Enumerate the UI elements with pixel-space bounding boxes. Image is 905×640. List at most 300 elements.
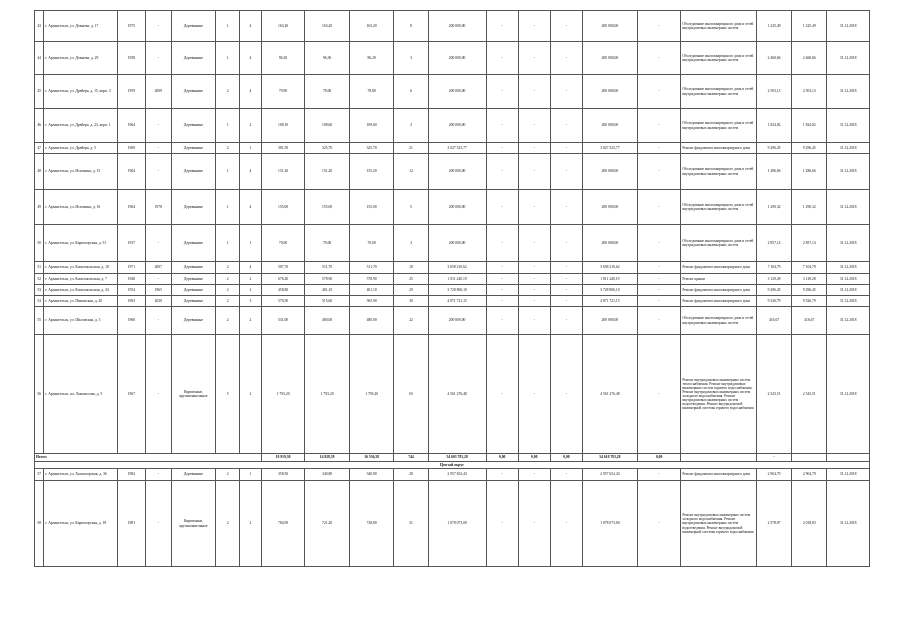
table-row bbox=[35, 262, 870, 274]
deadline-cell: 31.12.2018 bbox=[827, 154, 870, 190]
max-unit-cost-cell: 1 286,66 bbox=[792, 154, 827, 190]
num-cell: 52 bbox=[35, 274, 44, 285]
living-area-cell: 480,00 bbox=[349, 307, 394, 335]
total-empty-3 bbox=[827, 454, 870, 462]
funding-owners-cell: 3 728 806,10 bbox=[582, 285, 637, 296]
living-area-cell: 340,80 bbox=[349, 469, 394, 481]
residents-cell: 3 bbox=[394, 42, 428, 75]
funding-owners-cell: 3 027 523,77 bbox=[582, 143, 637, 154]
wall-material-cell: Деревянные bbox=[171, 469, 216, 481]
living-area-cell: 163,20 bbox=[349, 11, 394, 42]
address-cell: г. Архангельск, ул. Дрейера, д. 5 bbox=[44, 143, 118, 154]
total-area: 19 919,30 bbox=[261, 454, 305, 462]
year-built-cell: 1958 bbox=[117, 42, 145, 75]
max-unit-cost-cell: 2 018,83 bbox=[792, 481, 827, 567]
funding-local-cell: - bbox=[550, 75, 582, 109]
table-body-district bbox=[35, 462, 870, 567]
entrances-cell: 4 bbox=[240, 262, 262, 274]
total-area-cell: 1 793,20 bbox=[261, 335, 305, 454]
floors-cell: 2 bbox=[216, 274, 240, 285]
deadline-cell: 31.12.2018 bbox=[827, 307, 870, 335]
residents-cell: 6 bbox=[394, 75, 428, 109]
deadline-cell: 31.12.2018 bbox=[827, 262, 870, 274]
max-unit-cost-cell: 416,67 bbox=[792, 307, 827, 335]
work-type-cell: Обследование многоквартирного дома и сетей внутридомовых инженерных систем bbox=[681, 190, 757, 225]
living-area-cell: 78,80 bbox=[349, 75, 394, 109]
table-row bbox=[35, 481, 870, 567]
total-residential-area: 14 928,39 bbox=[305, 454, 350, 462]
work-type-cell: Ремонт фундамента многоквартирного дома bbox=[681, 262, 757, 274]
floors-cell: 1 bbox=[216, 109, 240, 143]
residents-cell: 18 bbox=[394, 262, 428, 274]
funding-fund-cell: - bbox=[486, 154, 518, 190]
year-built-cell: 1963 bbox=[117, 296, 145, 307]
floors-cell: 2 bbox=[216, 75, 240, 109]
residents-cell: 21 bbox=[394, 143, 428, 154]
table-row bbox=[35, 75, 870, 109]
floors-cell: 1 bbox=[216, 225, 240, 262]
funding-other-cell: - bbox=[637, 335, 681, 454]
total-cost: 54 603 783,28 bbox=[428, 454, 486, 462]
address-cell: г. Архангельск, ул. Пинежская, д. 20 bbox=[44, 296, 118, 307]
year-built-cell: 1940 bbox=[117, 274, 145, 285]
total-area-cell: 676,20 bbox=[261, 274, 305, 285]
wall-material-cell: Деревянные bbox=[171, 285, 216, 296]
funding-local-cell: - bbox=[550, 262, 582, 274]
address-cell: г. Архангельск, ул. Карпогорская, д. 18 bbox=[44, 481, 118, 567]
address-cell: г. Архангельск, ул. Дежнева, д. 29 bbox=[44, 42, 118, 75]
table-row bbox=[35, 307, 870, 335]
living-area-cell: 565,90 bbox=[349, 296, 394, 307]
address-cell: г. Архангельск, ул. Истомина, д. 16 bbox=[44, 190, 118, 225]
funding-owners-cell: 200 000,00 bbox=[582, 190, 637, 225]
funding-other-cell: - bbox=[637, 109, 681, 143]
living-area-cell: 325,70 bbox=[349, 143, 394, 154]
total-cost-cell: 200 000,00 bbox=[428, 109, 486, 143]
entrances-cell: 2 bbox=[240, 109, 262, 143]
max-unit-cost-cell: 1 824,82 bbox=[792, 109, 827, 143]
funding-other-cell: - bbox=[637, 296, 681, 307]
total-cost-cell: 3 658 210,62 bbox=[428, 262, 486, 274]
district-header-row bbox=[35, 462, 870, 469]
year-reconstruction-cell: - bbox=[145, 481, 171, 567]
funding-regional-cell: - bbox=[518, 285, 550, 296]
funding-other-cell: - bbox=[637, 225, 681, 262]
unit-cost-cell: 416,67 bbox=[756, 307, 791, 335]
year-built-cell: 1971 bbox=[117, 262, 145, 274]
unit-cost-cell: 1 225,49 bbox=[756, 11, 791, 42]
funding-fund-cell: - bbox=[486, 285, 518, 296]
funding-local-cell: - bbox=[550, 296, 582, 307]
funding-other-cell: - bbox=[637, 11, 681, 42]
num-cell: 54 bbox=[35, 296, 44, 307]
living-area-cell: 70,00 bbox=[349, 225, 394, 262]
total-funding-owners: 54 610 783,28 bbox=[582, 454, 637, 462]
total-cost-cell: 200 000,00 bbox=[428, 154, 486, 190]
residents-cell: 5 bbox=[394, 190, 428, 225]
num-cell: 44 bbox=[35, 42, 44, 75]
floors-cell: 2 bbox=[216, 469, 240, 481]
funding-owners-cell: 200 000,00 bbox=[582, 307, 637, 335]
total-unit-cost: - bbox=[756, 454, 791, 462]
total-cost-cell: 200 000,00 bbox=[428, 11, 486, 42]
funding-fund-cell: - bbox=[486, 307, 518, 335]
funding-fund-cell: - bbox=[486, 469, 518, 481]
max-unit-cost-cell: 9 296,45 bbox=[792, 143, 827, 154]
floors-cell: 1 bbox=[216, 42, 240, 75]
wall-material-cell: Деревянные bbox=[171, 11, 216, 42]
funding-regional-cell: - bbox=[518, 11, 550, 42]
residential-area-cell: 96,30 bbox=[305, 42, 350, 75]
total-cost-cell: 2 957 652,43 bbox=[428, 469, 486, 481]
residents-cell: 22 bbox=[394, 307, 428, 335]
year-reconstruction-cell: - bbox=[145, 42, 171, 75]
unit-cost-cell: 2 578,87 bbox=[756, 481, 791, 567]
year-reconstruction-cell: 2009 bbox=[145, 75, 171, 109]
total-label: Итого: bbox=[35, 454, 262, 462]
funding-fund-cell: - bbox=[486, 296, 518, 307]
entrances-cell: 3 bbox=[240, 296, 262, 307]
living-area-cell: 728,80 bbox=[349, 481, 394, 567]
table-row bbox=[35, 274, 870, 285]
num-cell: 50 bbox=[35, 225, 44, 262]
residents-cell: 25 bbox=[394, 274, 428, 285]
address-cell: г. Архангельск, ул. Комсомольская, д. 7 bbox=[44, 274, 118, 285]
funding-fund-cell: - bbox=[486, 225, 518, 262]
deadline-cell: 31.12.2018 bbox=[827, 109, 870, 143]
address-cell: г. Архангельск, ул. Истомина, д. 15 bbox=[44, 154, 118, 190]
living-area-cell: 1 793,20 bbox=[349, 335, 394, 454]
funding-owners-cell: 1 078 073,00 bbox=[582, 481, 637, 567]
num-cell: 55 bbox=[35, 307, 44, 335]
entrances-cell: 4 bbox=[240, 11, 262, 42]
max-unit-cost-cell: 2 857,14 bbox=[792, 225, 827, 262]
unit-cost-cell: 2 543,51 bbox=[756, 335, 791, 454]
funding-owners-cell: 200 000,00 bbox=[582, 109, 637, 143]
funding-other-cell: - bbox=[637, 307, 681, 335]
funding-other-cell: - bbox=[637, 75, 681, 109]
wall-material-cell: Деревянные bbox=[171, 109, 216, 143]
year-reconstruction-cell: - bbox=[145, 274, 171, 285]
funding-fund-cell: - bbox=[486, 11, 518, 42]
funding-regional-cell: - bbox=[518, 225, 550, 262]
total-row bbox=[35, 454, 870, 462]
wall-material-cell: Деревянные bbox=[171, 143, 216, 154]
entrances-cell: 1 bbox=[240, 143, 262, 154]
unit-cost-cell: 2 904,79 bbox=[756, 469, 791, 481]
funding-owners-cell: 4 871 721,15 bbox=[582, 296, 637, 307]
total-area-cell: 96,30 bbox=[261, 42, 305, 75]
unit-cost-cell: 2 460,66 bbox=[756, 42, 791, 75]
floors-cell: 2 bbox=[216, 307, 240, 335]
total-area-cell: 579,50 bbox=[261, 296, 305, 307]
address-cell: г. Архангельск, ул. Шкловская, д. 3 bbox=[44, 307, 118, 335]
residential-area-cell: 325,70 bbox=[305, 143, 350, 154]
living-area-cell: 155,20 bbox=[349, 154, 394, 190]
unit-cost-cell: 2 503,13 bbox=[756, 75, 791, 109]
max-unit-cost-cell: 1 225,49 bbox=[792, 11, 827, 42]
deadline-cell: 31.12.2018 bbox=[827, 274, 870, 285]
funding-fund-cell: - bbox=[486, 75, 518, 109]
total-funding-other: 0,00 bbox=[637, 454, 681, 462]
table-row bbox=[35, 335, 870, 454]
residential-area-cell: 340,80 bbox=[305, 469, 350, 481]
year-built-cell: 1964 bbox=[117, 154, 145, 190]
unit-cost-cell: 9 296,45 bbox=[756, 143, 791, 154]
funding-fund-cell: - bbox=[486, 143, 518, 154]
entrances-cell: 2 bbox=[240, 335, 262, 454]
entrances-cell: 4 bbox=[240, 190, 262, 225]
work-type-cell: Обследование многоквартирного дома и сетей внутридомовых инженерных систем bbox=[681, 75, 757, 109]
total-living-area: 16 536,58 bbox=[349, 454, 394, 462]
funding-owners-cell: 200 000,00 bbox=[582, 154, 637, 190]
year-built-cell: 1981 bbox=[117, 481, 145, 567]
total-area-cell: 163,20 bbox=[261, 11, 305, 42]
wall-material-cell: Деревянные bbox=[171, 262, 216, 274]
funding-local-cell: - bbox=[550, 225, 582, 262]
funding-owners-cell: 200 000,00 bbox=[582, 225, 637, 262]
funding-regional-cell: - bbox=[518, 481, 550, 567]
floors-cell: 5 bbox=[216, 335, 240, 454]
num-cell: 49 bbox=[35, 190, 44, 225]
unit-cost-cell: 3 129,28 bbox=[756, 274, 791, 285]
entrances-cell: 2 bbox=[240, 274, 262, 285]
funding-other-cell: - bbox=[637, 274, 681, 285]
year-built-cell: 1964 bbox=[117, 109, 145, 143]
total-work-empty bbox=[681, 454, 757, 462]
funding-other-cell: - bbox=[637, 143, 681, 154]
register-sheet bbox=[34, 10, 870, 567]
address-cell: г. Архангельск, пл. Ломоносова, д. 5 bbox=[44, 335, 118, 454]
total-area-cell: 531,00 bbox=[261, 307, 305, 335]
funding-other-cell: - bbox=[637, 42, 681, 75]
num-cell: 56 bbox=[35, 335, 44, 454]
residents-cell: 31 bbox=[394, 481, 428, 567]
address-cell: г. Архангельск, ул. Дрейера, д. 23, корп. 1 bbox=[44, 109, 118, 143]
wall-material-cell: Кирпичные, крупнопанельные bbox=[171, 481, 216, 567]
max-unit-cost-cell: 3 129,28 bbox=[792, 274, 827, 285]
table-body-main bbox=[35, 11, 870, 462]
max-unit-cost-cell: 2 543,51 bbox=[792, 335, 827, 454]
total-cost-cell: 200 000,00 bbox=[428, 225, 486, 262]
unit-cost-cell: 2 857,14 bbox=[756, 225, 791, 262]
funding-other-cell: - bbox=[637, 190, 681, 225]
year-reconstruction-cell: 1965 bbox=[145, 285, 171, 296]
floors-cell: 2 bbox=[216, 143, 240, 154]
funding-regional-cell: - bbox=[518, 75, 550, 109]
deadline-cell: 31.12.2018 bbox=[827, 42, 870, 75]
funding-local-cell: - bbox=[550, 335, 582, 454]
funding-owners-cell: 2 957 652,43 bbox=[582, 469, 637, 481]
unit-cost-cell: 7 104,79 bbox=[756, 262, 791, 274]
funding-owners-cell: 3 658 210,62 bbox=[582, 262, 637, 274]
funding-local-cell: - bbox=[550, 469, 582, 481]
entrances-cell: 4 bbox=[240, 75, 262, 109]
year-reconstruction-cell: - bbox=[145, 11, 171, 42]
funding-local-cell: - bbox=[550, 481, 582, 567]
residents-cell: 29 bbox=[394, 285, 428, 296]
funding-other-cell: - bbox=[637, 481, 681, 567]
residential-area-cell: 721,20 bbox=[305, 481, 350, 567]
deadline-cell: 31.12.2018 bbox=[827, 469, 870, 481]
unit-cost-cell: 9 296,45 bbox=[756, 285, 791, 296]
work-type-cell: Ремонт внутридомовых инженерных систем теплоснабжения. Ремонт внутридомовых инженерных систем горячего водоснабжения. Ремонт внутридомовых инженерных систем холодного водоснабжения. Ремонт внутридомовых инженерных систем водоотведения. Ремонт внутридомовой инженерной системы горячего водоснабжения bbox=[681, 335, 757, 454]
num-cell: 58 bbox=[35, 481, 44, 567]
living-area-cell: 86,20 bbox=[349, 42, 394, 75]
deadline-cell: 31.12.2018 bbox=[827, 225, 870, 262]
funding-regional-cell: - bbox=[518, 109, 550, 143]
total-funding-local: 0,00 bbox=[550, 454, 582, 462]
year-reconstruction-cell: 2007 bbox=[145, 262, 171, 274]
total-area-cell: 358,50 bbox=[261, 469, 305, 481]
wall-material-cell: Деревянные bbox=[171, 296, 216, 307]
year-reconstruction-cell: - bbox=[145, 307, 171, 335]
total-cost-cell: 1 811 240,19 bbox=[428, 274, 486, 285]
wall-material-cell: Деревянные bbox=[171, 42, 216, 75]
district-name: Цен-ый округ bbox=[35, 462, 870, 469]
wall-material-cell: Деревянные bbox=[171, 154, 216, 190]
funding-regional-cell: - bbox=[518, 143, 550, 154]
total-cost-cell: 200 000,00 bbox=[428, 307, 486, 335]
num-cell: 46 bbox=[35, 109, 44, 143]
residential-area-cell: 163,20 bbox=[305, 11, 350, 42]
residents-cell: 8 bbox=[394, 11, 428, 42]
num-cell: 43 bbox=[35, 11, 44, 42]
total-funding-regional: 0,00 bbox=[518, 454, 550, 462]
year-built-cell: 1937 bbox=[117, 225, 145, 262]
funding-other-cell: - bbox=[637, 262, 681, 274]
wall-material-cell: Кирпичные, крупнопанельные bbox=[171, 335, 216, 454]
year-built-cell: 1960 bbox=[117, 307, 145, 335]
residential-area-cell: 151,20 bbox=[305, 154, 350, 190]
table-row bbox=[35, 42, 870, 75]
capital-repair-register-table bbox=[34, 10, 870, 567]
residents-cell: 65 bbox=[394, 335, 428, 454]
address-cell: г. Архангельск, ул. Комсомольская, д. 18 bbox=[44, 262, 118, 274]
num-cell: 45 bbox=[35, 75, 44, 109]
funding-fund-cell: - bbox=[486, 42, 518, 75]
floors-cell: 2 bbox=[216, 296, 240, 307]
residents-cell: 28 bbox=[394, 469, 428, 481]
wall-material-cell: Деревянные bbox=[171, 274, 216, 285]
residential-area-cell: 401,10 bbox=[305, 285, 350, 296]
table-row bbox=[35, 469, 870, 481]
funding-owners-cell: 200 000,00 bbox=[582, 11, 637, 42]
funding-fund-cell: - bbox=[486, 481, 518, 567]
deadline-cell: 31.12.2018 bbox=[827, 190, 870, 225]
unit-cost-cell: 9 326,79 bbox=[756, 296, 791, 307]
year-reconstruction-cell: 1978 bbox=[145, 190, 171, 225]
deadline-cell: 31.12.2018 bbox=[827, 335, 870, 454]
work-type-cell: Обследование многоквартирного дома и сетей внутридомовых инженерных систем bbox=[681, 42, 757, 75]
funding-regional-cell: - bbox=[518, 274, 550, 285]
year-built-cell: 1975 bbox=[117, 11, 145, 42]
deadline-cell: 31.12.2018 bbox=[827, 143, 870, 154]
year-reconstruction-cell: - bbox=[145, 109, 171, 143]
funding-local-cell: - bbox=[550, 285, 582, 296]
address-cell: г. Архангельск, ул. Комсомольская, д. 43 bbox=[44, 285, 118, 296]
funding-regional-cell: - bbox=[518, 262, 550, 274]
year-reconstruction-cell: - bbox=[145, 469, 171, 481]
funding-regional-cell: - bbox=[518, 307, 550, 335]
work-type-cell: Ремонт фундамента многоквартирного дома bbox=[681, 469, 757, 481]
work-type-cell: Ремонт фундамента многоквартирного дома bbox=[681, 296, 757, 307]
living-area-cell: 578,90 bbox=[349, 274, 394, 285]
table-row bbox=[35, 109, 870, 143]
address-cell: г. Архангельск, ул. Холмогорская, д. 36 bbox=[44, 469, 118, 481]
funding-fund-cell: - bbox=[486, 262, 518, 274]
residential-area-cell: 155,00 bbox=[305, 190, 350, 225]
residential-area-cell: 480,00 bbox=[305, 307, 350, 335]
address-cell: г. Архангельск, ул. Карпогорская, д. 51 bbox=[44, 225, 118, 262]
max-unit-cost-cell: 2 460,66 bbox=[792, 42, 827, 75]
num-cell: 47 bbox=[35, 143, 44, 154]
residential-area-cell: 78,00 bbox=[305, 75, 350, 109]
funding-local-cell: - bbox=[550, 143, 582, 154]
residents-cell: 12 bbox=[394, 154, 428, 190]
max-unit-cost-cell: 1 290,32 bbox=[792, 190, 827, 225]
table-row bbox=[35, 285, 870, 296]
year-built-cell: 1982 bbox=[117, 469, 145, 481]
deadline-cell: 31.12.2018 bbox=[827, 285, 870, 296]
num-cell: 48 bbox=[35, 154, 44, 190]
year-built-cell: 1959 bbox=[117, 75, 145, 109]
funding-other-cell: - bbox=[637, 469, 681, 481]
floors-cell: 2 bbox=[216, 262, 240, 274]
deadline-cell: 31.12.2018 bbox=[827, 481, 870, 567]
entrances-cell: 4 bbox=[240, 42, 262, 75]
entrances-cell: 2 bbox=[240, 481, 262, 567]
funding-local-cell: - bbox=[550, 307, 582, 335]
year-reconstruction-cell: - bbox=[145, 225, 171, 262]
num-cell: 51 bbox=[35, 262, 44, 274]
work-type-cell: Ремонт крыши bbox=[681, 274, 757, 285]
work-type-cell: Обследование многоквартирного дома и сетей внутридомовых инженерных систем bbox=[681, 307, 757, 335]
num-cell: 53 bbox=[35, 285, 44, 296]
floors-cell: 2 bbox=[216, 285, 240, 296]
unit-cost-cell: 1 290,32 bbox=[756, 190, 791, 225]
max-unit-cost-cell: 7 104,79 bbox=[792, 262, 827, 274]
year-built-cell: 1969 bbox=[117, 143, 145, 154]
total-cost-cell: 3 728 806,10 bbox=[428, 285, 486, 296]
table-row bbox=[35, 154, 870, 190]
total-cost-cell: 3 027 523,77 bbox=[428, 143, 486, 154]
residential-area-cell: 108,60 bbox=[305, 109, 350, 143]
table-row bbox=[35, 190, 870, 225]
living-area-cell: 511,70 bbox=[349, 262, 394, 274]
num-cell: 57 bbox=[35, 469, 44, 481]
total-area-cell: 108,10 bbox=[261, 109, 305, 143]
total-area-cell: 70,00 bbox=[261, 225, 305, 262]
total-area-cell: 155,00 bbox=[261, 190, 305, 225]
year-reconstruction-cell: - bbox=[145, 143, 171, 154]
work-type-cell: Ремонт внутридомовых инженерных систем холодного водоснабжения. Ремонт внутридомовых инженерных систем водоотведения. Ремонт внутридомовой инженерной системы горячего водоснабжения bbox=[681, 481, 757, 567]
total-funding-fund: 0,00 bbox=[486, 454, 518, 462]
year-reconstruction-cell: 2020 bbox=[145, 296, 171, 307]
table-row bbox=[35, 143, 870, 154]
year-reconstruction-cell: - bbox=[145, 335, 171, 454]
funding-owners-cell: 200 000,00 bbox=[582, 42, 637, 75]
year-built-cell: 1967 bbox=[117, 335, 145, 454]
year-built-cell: 1964 bbox=[117, 190, 145, 225]
work-type-cell: Ремонт фундамента многоквартирного дома bbox=[681, 285, 757, 296]
address-cell: г. Архангельск, ул. Дрейера, д. 15, корп. 3 bbox=[44, 75, 118, 109]
funding-owners-cell: 200 000,00 bbox=[582, 75, 637, 109]
entrances-cell: 2 bbox=[240, 307, 262, 335]
residential-area-cell: 511,70 bbox=[305, 262, 350, 274]
deadline-cell: 31.12.2018 bbox=[827, 296, 870, 307]
funding-fund-cell: - bbox=[486, 109, 518, 143]
